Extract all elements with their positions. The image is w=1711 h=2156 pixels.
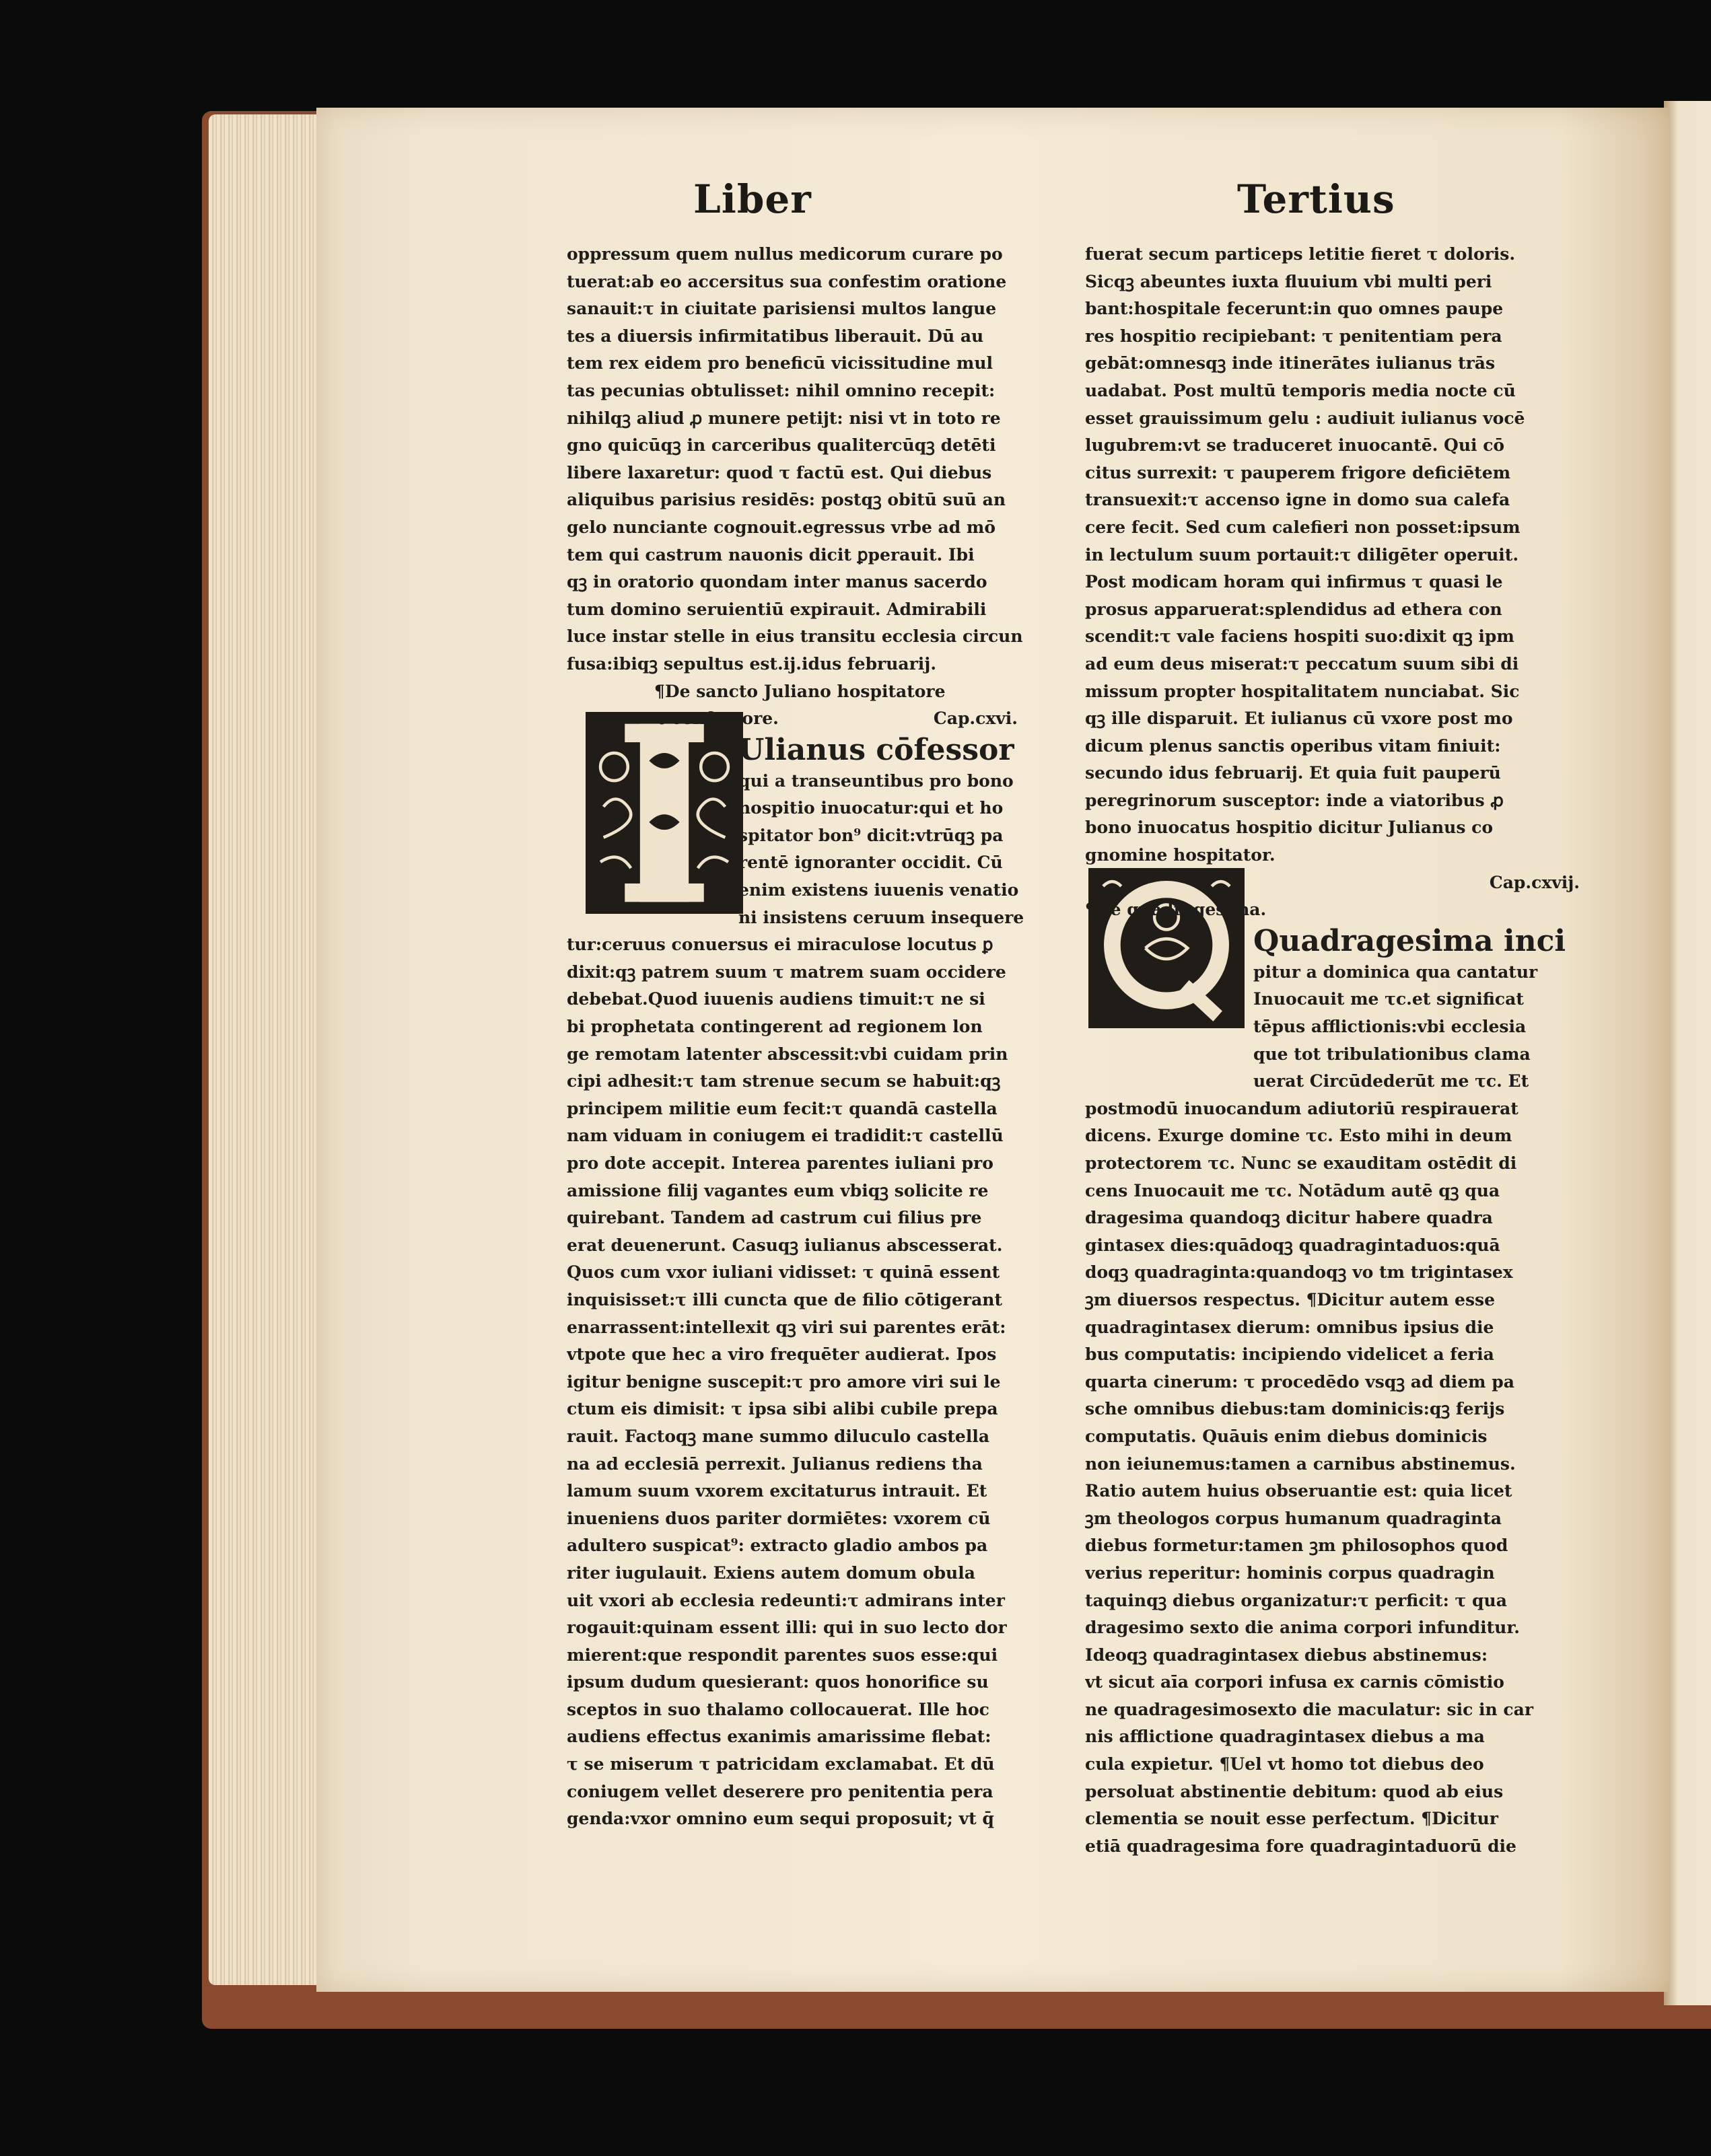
text-line: qꝫ in oratorio quondam inter manus sacerdo [567, 572, 987, 592]
text-line: quarta cinerum: τ procedēdo vsqꝫ ad diem pa [1085, 1371, 1514, 1392]
text-line: Ratio autem huius obseruantie est: quia licet [1085, 1481, 1512, 1501]
text-line: sche omnibus diebus:tam dominicis:qꝫ ferijs [1085, 1399, 1505, 1419]
text-line: secundo idus februarij. Et quia fuit pauperū [1085, 763, 1501, 783]
text-line: gnomine hospitator. [1085, 845, 1276, 865]
text-line: spitator bon⁹ dicit:vtrūqꝫ pa [738, 825, 1004, 845]
text-line: na ad ecclesiā perrexit. Julianus rediens tha [567, 1453, 983, 1474]
text-line: tuerat:ab eo accersitus sua confestim oratione [567, 271, 1007, 291]
text-line: qꝫ ille disparuit. Et iulianus cū vxore post mo [1085, 709, 1513, 729]
text-line: cens Inuocauit me τc. Notādum autē qꝫ qua [1085, 1180, 1500, 1200]
text-line: erat deuenerunt. Casuqꝫ iulianus abscesserat. [567, 1235, 1003, 1255]
text-line: nihilqꝫ aliud ꝓ munere petijt: nisi vt in toto re [567, 408, 1001, 428]
text-line: res hospitio recipiebant: τ penitentiam pera [1085, 326, 1502, 346]
text-line: inquisisset:τ illi cuncta que de filio cōtigerant [567, 1289, 1003, 1309]
text-line: fuerat secum particeps letitie fieret τ doloris. [1085, 244, 1516, 264]
text-line: tem qui castrum nauonis dicit ꝑperauit. Ibi [567, 544, 975, 565]
text-line: riter iugulauit. Exiens autem domum obula [567, 1562, 975, 1583]
text-line: dicens. Exurge domine τc. Esto mihi in deum [1085, 1126, 1512, 1146]
text-line: bus computatis: incipiendo videlicet a feria [1085, 1344, 1494, 1365]
text-line: diebus formetur:tamen ꝫm philosophos quod [1085, 1536, 1508, 1556]
text-line: cula expietur. ¶Uel vt homo tot diebus deo [1085, 1754, 1484, 1774]
text-line: tēpus afflictionis:vbi ecclesia [1253, 1017, 1527, 1037]
section-title: ¶De quadragesima. [1085, 900, 1267, 920]
text-line: pitur a dominica qua cantatur [1253, 962, 1538, 982]
text-line: gelo nunciante cognouit.egressus vrbe ad mō [567, 517, 996, 537]
text-line: sanauit:τ in ciuitate parisiensi multos langue [567, 299, 997, 319]
text-line: transuexit:τ accenso igne in domo sua calefa [1085, 490, 1510, 510]
text-line: enarrassent:intellexit qꝫ viri sui parentes erāt: [567, 1317, 1006, 1337]
chapter-number: Cap.cxvij. [1489, 872, 1580, 892]
text-line: ne quadragesimosexto die maculatur: sic in car [1085, 1699, 1534, 1719]
chapter-opening-line: Quadragesima inci [1253, 923, 1566, 958]
chapter-opening-line: Ulianus cōfessor [738, 732, 1014, 767]
text-line: dragesimo sexto die anima corpori infunditur. [1085, 1618, 1520, 1638]
page-stack-edge [209, 114, 330, 1985]
text-line: gebāt:omnesqꝫ inde itinerātes iulianus trās [1085, 353, 1496, 373]
text-line: tem rex eidem pro beneficū vicissitudine mul [567, 353, 993, 373]
text-line: ꝫm theologos corpus humanum quadraginta [1085, 1508, 1502, 1528]
text-line: Sicqꝫ abeuntes iuxta fluuium vbi multi peri [1085, 271, 1492, 291]
text-line: clementia se nouit esse perfectum. ¶Dicitur [1085, 1809, 1498, 1829]
text-line: sceptos in suo thalamo collocauerat. Ille hoc [567, 1699, 989, 1719]
text-line: ipsum dudum quesierant: quos honorifice su [567, 1672, 989, 1692]
text-line: ni insistens ceruum insequere [738, 907, 1024, 927]
text-line: persoluat abstinentie debitum: quod ab eius [1085, 1781, 1504, 1801]
text-line: principem militie eum fecit:τ quandā castella [567, 1098, 998, 1118]
text-line: adultero suspicat⁹: extracto gladio ambos pa [567, 1536, 988, 1556]
text-line: tes a diuersis infirmitatibus liberauit. Dū au [567, 326, 984, 346]
text-line: uadabat. Post multū temporis media nocte cū [1085, 380, 1516, 400]
text-line: esset grauissimum gelu : audiuit iulianus vocē [1085, 408, 1525, 428]
text-line: bant:hospitale fecerunt:in quo omnes paupe [1085, 299, 1504, 319]
text-line: Post modicam horam qui infirmus τ quasi le [1085, 572, 1503, 592]
text-line: que tot tribulationibus clama [1253, 1044, 1531, 1064]
text-line: uit vxori ab ecclesia redeunti:τ admirans inter [567, 1590, 1005, 1610]
text-line: citus surrexit: τ pauperem frigore deficiētem [1085, 462, 1511, 482]
text-line: dicum plenus sanctis operibus vitam finiuit: [1085, 735, 1501, 756]
text-line: tas pecunias obtulisset: nihil omnino recepit: [567, 380, 996, 400]
text-line: rentē ignoranter occidit. Cū [738, 853, 1003, 873]
text-line: gintasex dies:quādoqꝫ quadragintaduos:quā [1085, 1235, 1500, 1255]
text-line: quirebant. Tandem ad castrum cui filius pre [567, 1208, 982, 1228]
text-line: Ideoqꝫ quadragintasex diebus abstinemus: [1085, 1645, 1488, 1665]
text-line: gno quicūqꝫ in carceribus qualitercūqꝫ detēti [567, 435, 996, 456]
text-line: audiens effectus exanimis amarissime flebat: [567, 1727, 991, 1747]
text-line: in lectulum suum portauit:τ diligēter operuit. [1085, 544, 1519, 565]
text-line: scendit:τ vale faciens hospiti suo:dixit qꝫ ipm [1085, 626, 1514, 647]
text-line: oppressum quem nullus medicorum curare po [567, 244, 1003, 264]
text-line: Inuocauit me τc.et significat [1253, 989, 1524, 1009]
text-line: peregrinorum susceptor: inde a viatoribus ꝓ [1085, 790, 1504, 810]
text-line: lamum suum vxorem excitaturus intrauit. Et [567, 1481, 987, 1501]
text-line: coniugem vellet deserere pro penitentia pera [567, 1781, 993, 1801]
text-line: genda:vxor omnino eum sequi proposuit; vt q̄ [567, 1809, 994, 1829]
text-line: τ se miserum τ patricidam exclamabat. Et dū [567, 1754, 995, 1774]
text-line: aliquibus parisius residēs: postqꝫ obitū suū an [567, 490, 1006, 510]
section-title: ¶De sancto Juliano hospitatore [654, 681, 946, 701]
text-line: etiā quadragesima fore quadragintaduorū die [1085, 1836, 1516, 1856]
text-line: mierent:que respondit parentes suos esse:qui [567, 1645, 998, 1665]
text-line: ctum eis dimisit: τ ipsa sibi alibi cubile prepa [567, 1399, 998, 1419]
text-line: igitur benigne suscepit:τ pro amore viri sui le [567, 1371, 1001, 1392]
text-line: protectorem τc. Nunc se exauditam ostēdit di [1085, 1153, 1517, 1173]
text-line: computatis. Quāuis enim diebus dominicis [1085, 1426, 1488, 1446]
text-line: taquinqꝫ diebus organizatur:τ perficit: τ qua [1085, 1590, 1507, 1610]
text-line: dragesima quandoqꝫ dicitur habere quadra [1085, 1208, 1493, 1228]
text-line: prosus apparuerat:splendidus ad ethera con [1085, 599, 1502, 619]
section-title-cont [567, 705, 1058, 733]
text-line: ad eum deus miserat:τ peccatum suum sibi di [1085, 653, 1519, 674]
text-line: vt sicut aīa corpori infusa ex carnis cōmistio [1085, 1672, 1504, 1692]
text-line: luce instar stelle in eius transitu ecclesia circun [567, 626, 1023, 647]
text-line: libere laxaretur: quod τ factū est. Qui diebus [567, 462, 992, 482]
text-line: nam viduam in coniugem ei tradidit:τ castellū [567, 1126, 1004, 1146]
text-line: debebat.Quod iuuenis audiens timuit:τ ne si [567, 989, 985, 1009]
right-text-column [1085, 241, 1593, 1860]
text-line: Quos cum vxor iuliani vidisset: τ quinā essent [567, 1262, 1000, 1283]
text-line: pro dote accepit. Interea parentes iuliani pro [567, 1153, 993, 1173]
left-text-column [567, 241, 1058, 1833]
text-line: vtpote que hec a viro frequēter audierat. Ipos [567, 1344, 997, 1365]
text-line: tur:ceruus conuersus ei miraculose locutus ꝑ [567, 935, 993, 955]
text-line: bono inuocatus hospitio dicitur Julianus co [1085, 818, 1494, 838]
text-line: nis afflictione quadragintasex diebus a ma [1085, 1727, 1485, 1747]
text-line: bi prophetata contingerent ad regionem lon [567, 1017, 983, 1037]
text-line: tum domino seruientiū expirauit. Admirabili [567, 599, 987, 619]
text-line: rauit. Factoqꝫ mane summo diluculo castella [567, 1426, 990, 1446]
text-line: non ieiunemus:tamen a carnibus abstinemus. [1085, 1453, 1516, 1474]
text-line: ꝫm diuersos respectus. ¶Dicitur autem esse [1085, 1289, 1496, 1309]
text-line: enim existens iuuenis venatio [738, 880, 1019, 900]
text-line: amissione filij vagantes eum vbiqꝫ solicite re [567, 1180, 989, 1200]
text-line: rogauit:quinam essent illi: qui in suo lecto dor [567, 1618, 1007, 1638]
text-line: cere fecit. Sed cum calefieri non posset:ipsum [1085, 517, 1521, 537]
text-line: doqꝫ quadraginta:quandoqꝫ vo tm trigintasex [1085, 1262, 1513, 1283]
text-line: inueniens duos pariter dormiētes: vxorem cū [567, 1508, 991, 1528]
running-head-left: Liber [693, 176, 812, 222]
text-line: ge remotam latenter abscessit:vbi cuidam prin [567, 1044, 1008, 1064]
text-line: dixit:qꝫ patrem suum τ matrem suam occidere [567, 962, 1006, 982]
text-line: uerat Circūdederūt me τc. Et [1253, 1071, 1529, 1091]
section-title-line2: τ confessore. [654, 709, 779, 729]
text-line: cipi adhesit:τ tam strenue secum se habuit:qꝫ [567, 1071, 1001, 1091]
text-line: quadragintasex dierum: omnibus ipsius die [1085, 1317, 1494, 1337]
text-line: fusa:ibiqꝫ sepultus est.ij.idus februarij. [567, 653, 937, 674]
text-line: verius reperitur: hominis corpus quadragin [1085, 1562, 1495, 1583]
text-line: qui a transeuntibus pro bono [738, 770, 1014, 791]
facing-page-edge [1664, 101, 1711, 2005]
text-line: missum propter hospitalitatem nunciabat. Sic [1085, 681, 1520, 701]
text-line: hospitio inuocatur:qui et ho [738, 798, 1004, 818]
running-head-right: Tertius [1237, 176, 1395, 222]
text-line: postmodū inuocandum adiutoriū respirauerat [1085, 1098, 1518, 1118]
text-line: lugubrem:vt se traduceret inuocantē. Qui cō [1085, 435, 1505, 456]
chapter-number: Cap.cxvi. [933, 709, 1018, 729]
